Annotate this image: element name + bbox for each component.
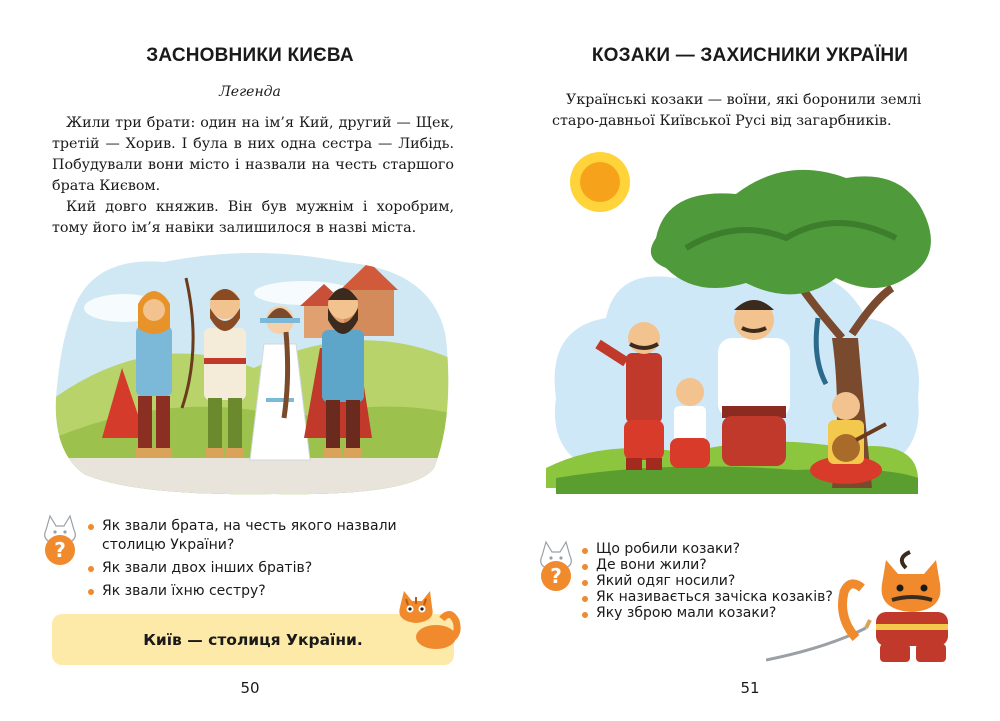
question-item: Як називається зачіска козаків? [582,589,842,605]
orange-cat-icon [386,585,466,657]
question-item: Як звали їхню сестру? [88,582,458,601]
cossack-cat-icon [766,548,960,668]
paragraph: Кий довго княжив. Він був мужнім і хоробрим, тому його ім’я навіки залишилося в назві міста. [52,199,454,236]
question-item: Що робили козаки? [582,541,842,557]
intro-text: Українські козаки — воїни, які боронили землі старо-давньої Київської Русі від загарбників. [552,92,922,129]
legend-text [52,113,454,239]
page-number: 50 [240,679,260,697]
cat-question-icon [40,512,80,566]
cat-question-icon [536,538,576,592]
page-subtitle: Легенда [219,84,281,100]
page-title: ЗАСНОВНИКИ КИЄВА [146,45,354,66]
callout-text: Київ — столиця України. [143,630,363,649]
question-item: Як звали брата, на честь якого назвали столицю України? [88,517,458,555]
question-item: Яку зброю мали козаки? [582,605,842,621]
page-number: 51 [740,679,760,697]
svg-text:?: ? [550,564,562,588]
kyiv-founders-illustration [54,248,450,496]
svg-text:?: ? [54,538,66,562]
paragraph: Жили три брати: один на ім’я Кий, другий — Щек, третій — Хорив. І була в них одна сестра — Либідь. Побудували вони місто і назвали на честь старшого брата Києвом. [52,115,454,194]
question-item: Як звали двох інших братів? [88,559,458,578]
page-title: КОЗАКИ — ЗАХИСНИКИ УКРАЇНИ [591,45,909,66]
question-item: Де вони жили? [582,557,842,573]
question-item: Який одяг носили? [582,573,842,589]
cossacks-under-tree-illustration [546,148,946,512]
